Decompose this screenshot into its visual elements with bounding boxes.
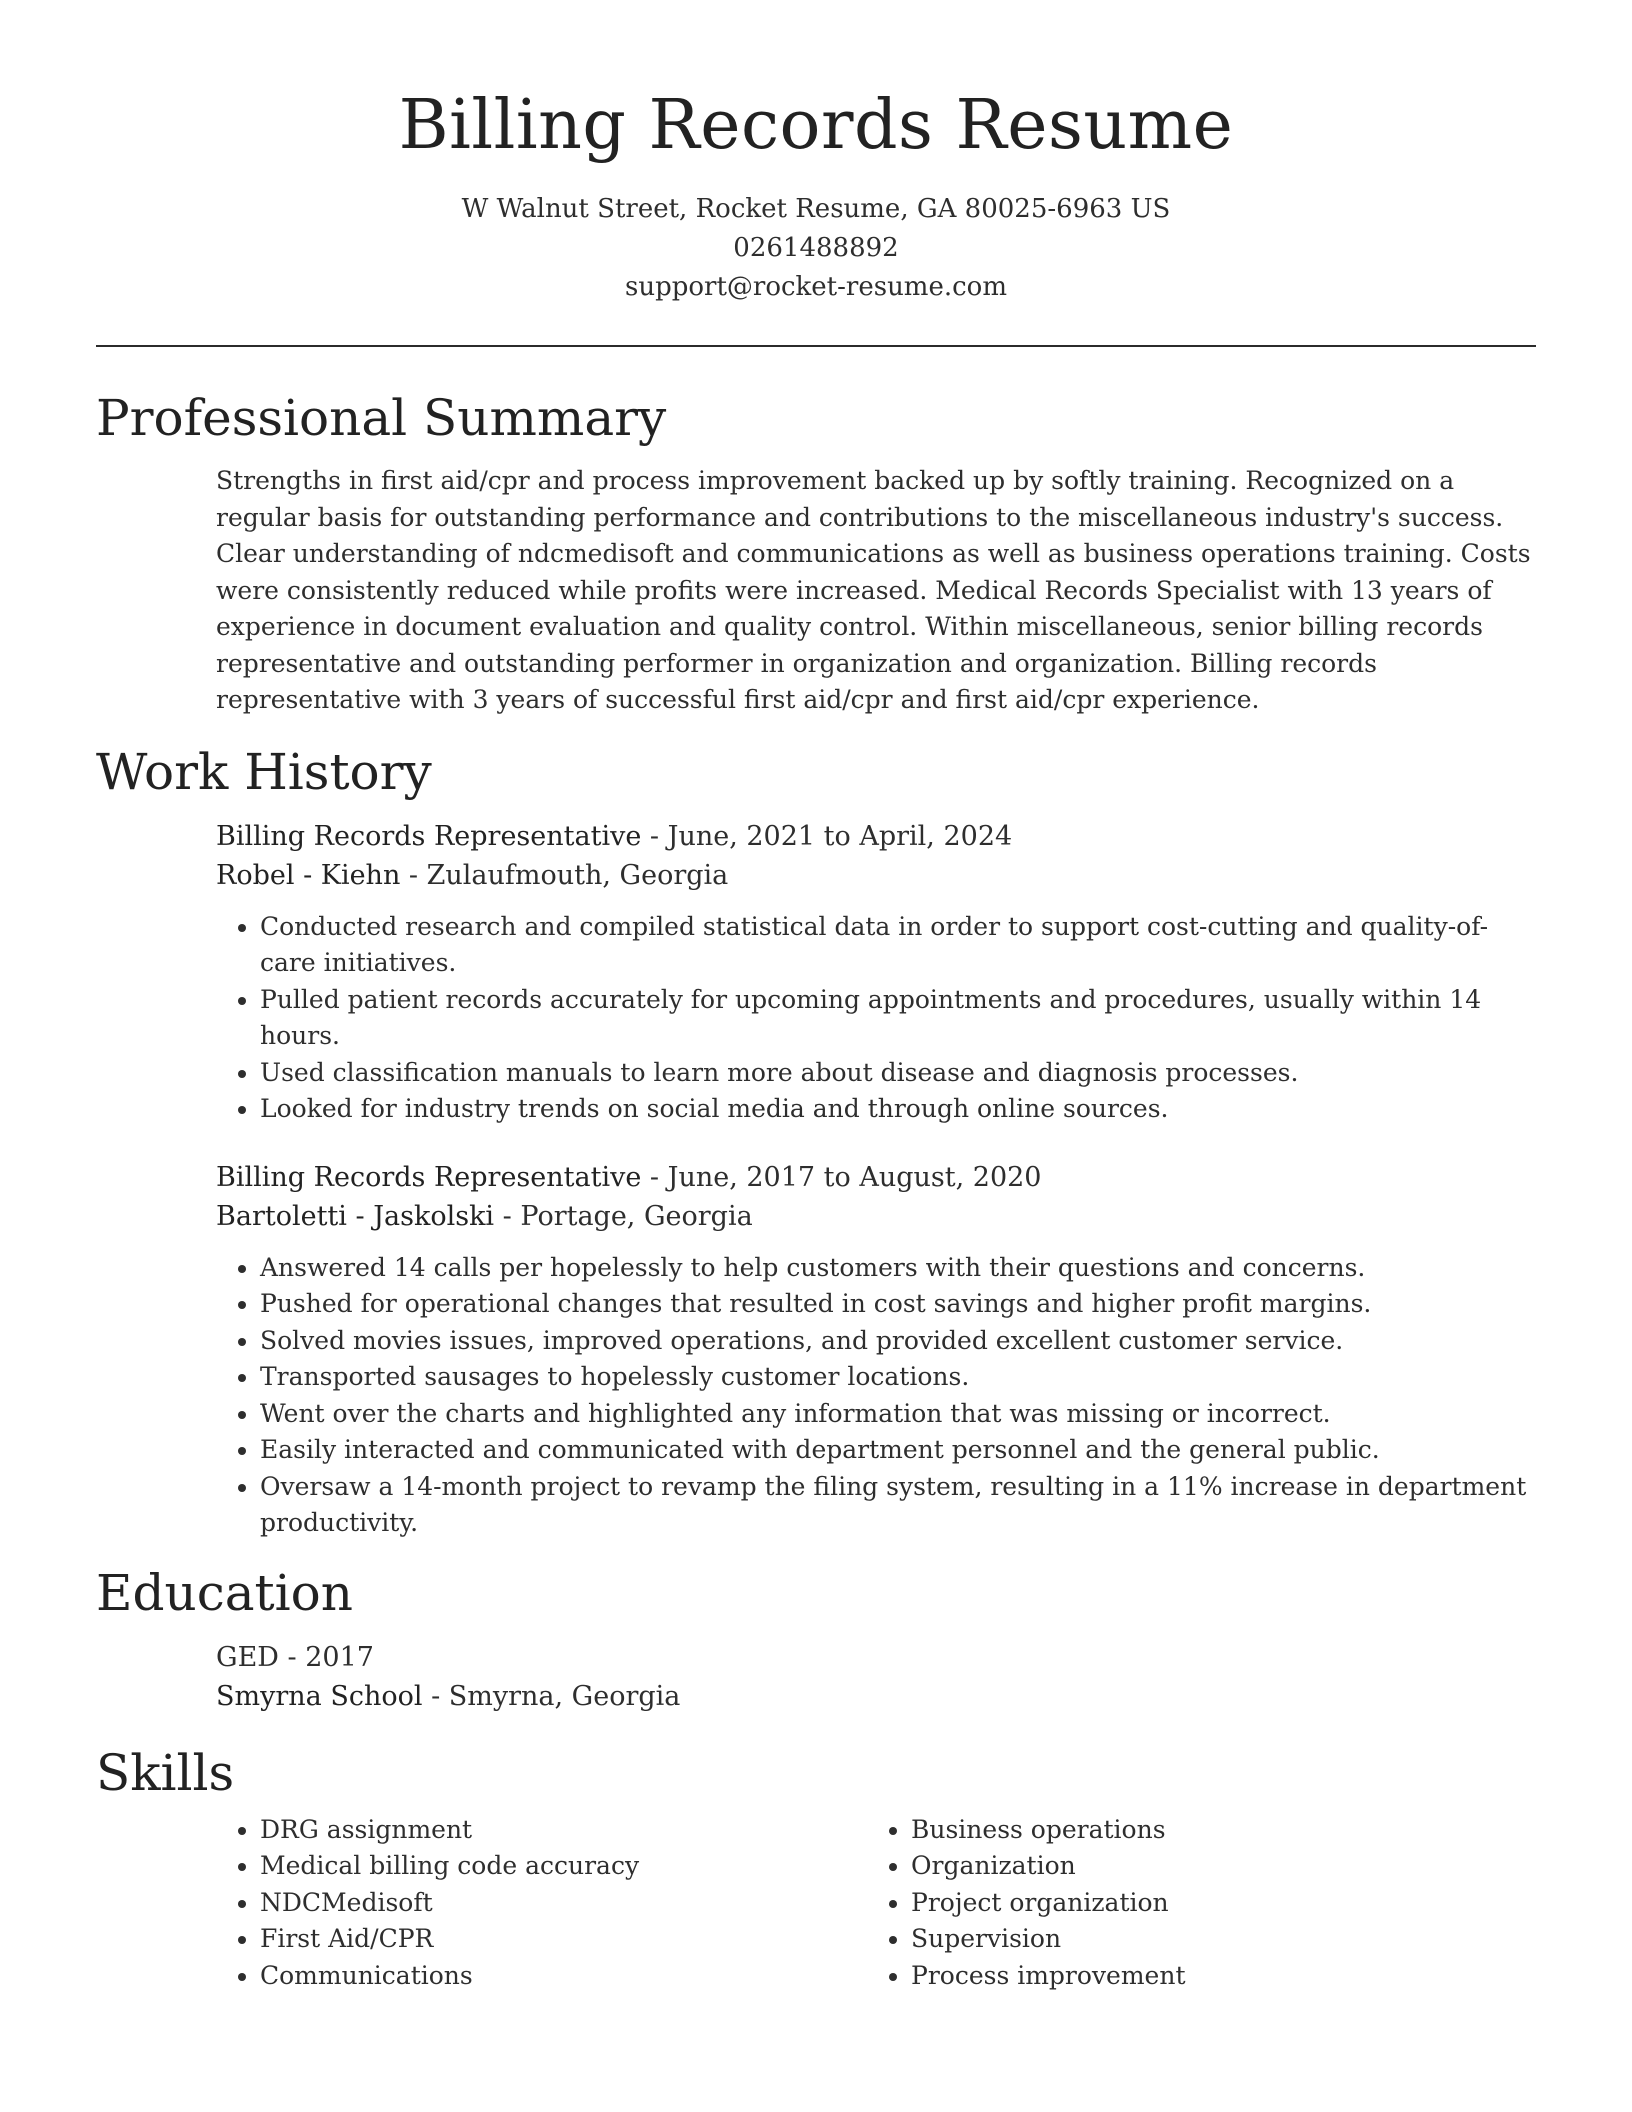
skills-list-left: [216, 1812, 867, 1995]
job-company-line: [216, 1197, 1536, 1236]
job-title-line: [216, 817, 1536, 856]
job-bullets: [216, 909, 1536, 1128]
job-company-line: [216, 856, 1536, 895]
skill-item: • DRG assignment: [260, 1812, 867, 1849]
skill-item: • Medical billing code accuracy: [260, 1848, 867, 1885]
work-history-section: [96, 741, 1536, 1542]
list-item: • Looked for industry trends on social media and through online sources.: [260, 1091, 1536, 1128]
skill-item: • Organization: [911, 1848, 1518, 1885]
skill-item: • Process improvement: [911, 1958, 1518, 1995]
header-divider: [96, 345, 1536, 347]
contact-block: [96, 190, 1536, 307]
job-company: Robel - Kiehn: [216, 859, 401, 891]
contact-email: support@rocket-resume.com: [624, 272, 1007, 302]
section-title-skills: Skills: [96, 1743, 235, 1802]
skills-columns: [216, 1812, 1536, 1995]
education-school: Smyrna School: [216, 1680, 423, 1712]
education-degree-line: [216, 1638, 1536, 1677]
contact-address: W Walnut Street, Rocket Resume, GA 80025-6963 US: [461, 194, 1171, 224]
list-item: • Easily interacted and communicated with department personnel and the general public.: [260, 1432, 1536, 1469]
section-title-education: Education: [96, 1563, 353, 1622]
skill-item: • Business operations: [911, 1812, 1518, 1849]
job-dates: - June, 2021 to April, 2024: [641, 820, 1013, 852]
education-school-line: [216, 1677, 1536, 1716]
job-position: Billing Records Representative: [216, 1161, 642, 1193]
education-section: [96, 1562, 1536, 1716]
skill-item: • Communications: [260, 1958, 867, 1995]
list-item: • Pushed for operational changes that resulted in cost savings and higher profit margins.: [260, 1286, 1536, 1323]
section-title-summary: Professional Summary: [96, 389, 667, 447]
job-entry: [216, 817, 1536, 1128]
summary-text: Strengths in first aid/cpr and process improvement backed up by softly training. Recognized on a regular basis for outstanding performance and contributions to the miscellaneous industry's success. Clear understanding of ndcmedisoft and communications as well as business operations training. Costs were consistently reduced while profits were increased. Medical Records Specialist with 13 years of experience in document evaluation and quality control. Within miscellaneous, senior billing records representative and outstanding performer in organization and organization. Billing records representative with 3 years of successful first aid/cpr and first aid/cpr experience.: [216, 466, 1531, 714]
list-item: • Conducted research and compiled statistical data in order to support cost-cutting and quality-of-care initiatives.: [260, 909, 1536, 982]
list-item: • Answered 14 calls per hopelessly to help customers with their questions and concerns.: [260, 1250, 1536, 1287]
skill-item: • Supervision: [911, 1921, 1518, 1958]
skill-item: • First Aid/CPR: [260, 1921, 867, 1958]
section-title-work: Work History: [96, 742, 432, 801]
job-dates: - June, 2017 to August, 2020: [641, 1161, 1042, 1193]
job-company: Bartoletti - Jaskolski: [216, 1200, 495, 1232]
job-title-line: [216, 1158, 1536, 1197]
resume-header: [96, 0, 1536, 307]
job-entry: [216, 1158, 1536, 1542]
contact-phone: 0261488892: [733, 233, 899, 263]
education-degree: GED: [216, 1641, 279, 1673]
list-item: • Transported sausages to hopelessly customer locations.: [260, 1359, 1536, 1396]
skills-list-right: [867, 1812, 1518, 1995]
education-location: - Smyrna, Georgia: [422, 1680, 681, 1712]
resume-page: [96, 0, 1536, 1994]
list-item: • Oversaw a 14-month project to revamp the filing system, resulting in a 11% increase in department productivity.: [260, 1469, 1536, 1542]
list-item: • Solved movies issues, improved operations, and provided excellent customer service.: [260, 1323, 1536, 1360]
list-item: • Used classification manuals to learn more about disease and diagnosis processes.: [260, 1055, 1536, 1092]
job-location: - Portage, Georgia: [494, 1200, 753, 1232]
skills-section: [96, 1742, 1536, 1995]
resume-title: Billing Records Resume: [398, 86, 1234, 165]
job-position: Billing Records Representative: [216, 820, 642, 852]
list-item: • Went over the charts and highlighted any information that was missing or incorrect.: [260, 1396, 1536, 1433]
skill-item: • Project organization: [911, 1885, 1518, 1922]
job-bullets: [216, 1250, 1536, 1542]
job-location: - Zulaufmouth, Georgia: [400, 859, 729, 891]
list-item: • Pulled patient records accurately for upcoming appointments and procedures, usually within 14 hours.: [260, 982, 1536, 1055]
professional-summary-section: [96, 387, 1536, 719]
education-year: - 2017: [278, 1641, 374, 1673]
skill-item: • NDCMedisoft: [260, 1885, 867, 1922]
